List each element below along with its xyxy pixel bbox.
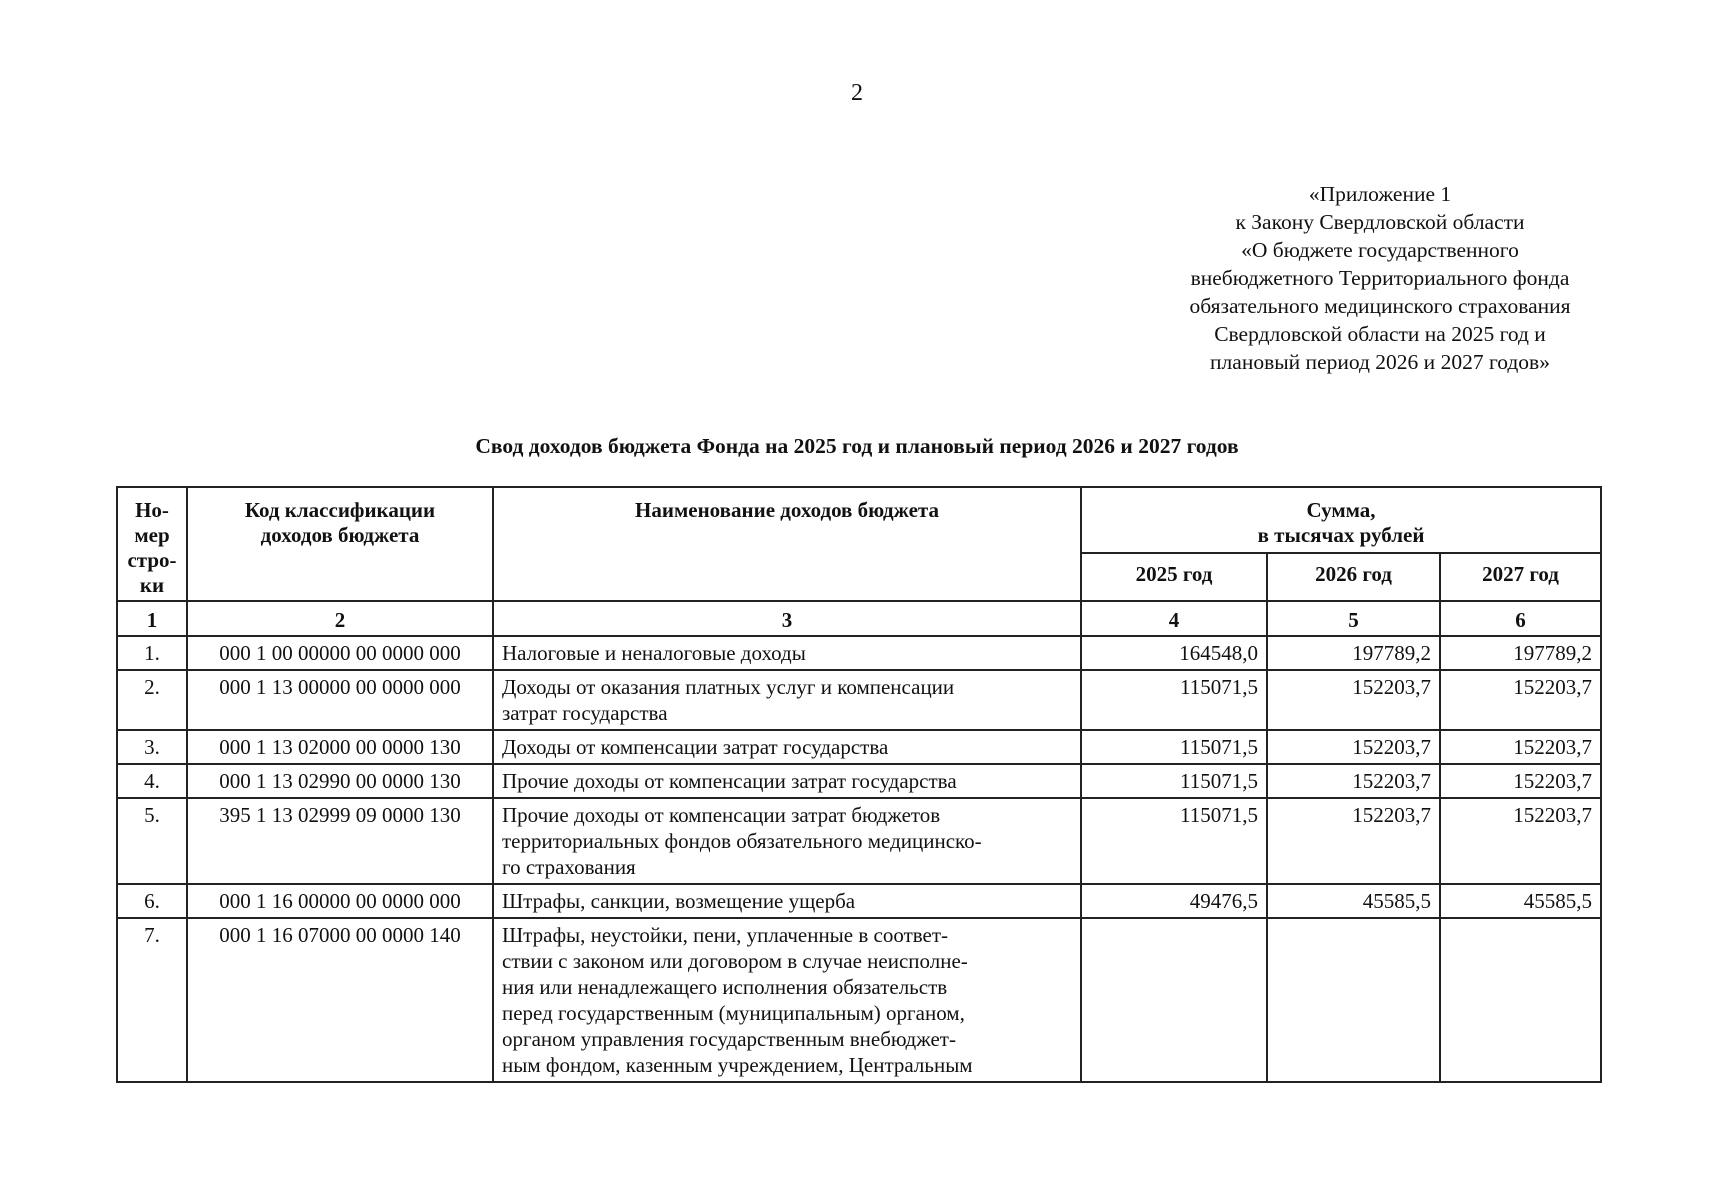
table-row — [117, 730, 1601, 764]
column-number: 3 — [493, 601, 1081, 636]
header-sum-line: в тысячах рублей — [1257, 523, 1425, 547]
row-code: 000 1 16 00000 00 0000 000 — [187, 884, 493, 918]
row-value-2026: 45585,5 — [1267, 884, 1440, 918]
row-name-line: ния или ненадлежащего исполнения обязательств — [502, 975, 948, 999]
appendix-line: к Закону Свердловской области — [1235, 210, 1525, 234]
appendix-line: обязательного медицинского страхования — [1189, 294, 1571, 318]
row-value-2027: 45585,5 — [1440, 884, 1601, 918]
row-code: 000 1 13 02990 00 0000 130 — [187, 764, 493, 798]
row-name — [493, 884, 1081, 918]
row-name — [493, 730, 1081, 764]
row-name-line: Прочие доходы от компенсации затрат бюджетов — [502, 803, 941, 827]
appendix-line: плановый период 2026 и 2027 годов» — [1210, 350, 1550, 374]
row-value-2027: 152203,7 — [1440, 670, 1601, 730]
header-code-line: доходов бюджета — [260, 523, 420, 547]
row-name-line: ствии с законом или договором в случае неисполне- — [502, 949, 968, 973]
header-row-number-line: мер — [134, 523, 170, 547]
row-value-2026: 152203,7 — [1267, 764, 1440, 798]
row-value-2026: 152203,7 — [1267, 798, 1440, 884]
row-name-line: затрат государства — [502, 701, 668, 725]
row-code: 000 1 00 00000 00 0000 000 — [187, 636, 493, 670]
row-value-2025: 115071,5 — [1081, 730, 1267, 764]
row-number: 3. — [117, 730, 187, 764]
row-name — [493, 918, 1081, 1082]
row-name — [493, 764, 1081, 798]
row-number: 7. — [117, 918, 187, 1082]
row-value-2025 — [1081, 918, 1267, 1082]
header-name: Наименование доходов бюджета — [493, 487, 1081, 601]
header-row-number — [117, 487, 187, 601]
row-number: 5. — [117, 798, 187, 884]
row-value-2025: 115071,5 — [1081, 670, 1267, 730]
row-number: 1. — [117, 636, 187, 670]
row-value-2027 — [1440, 918, 1601, 1082]
row-code: 395 1 13 02999 09 0000 130 — [187, 798, 493, 884]
row-value-2027: 197789,2 — [1440, 636, 1601, 670]
row-number: 4. — [117, 764, 187, 798]
row-number: 2. — [117, 670, 187, 730]
row-value-2025: 49476,5 — [1081, 884, 1267, 918]
row-value-2025: 115071,5 — [1081, 798, 1267, 884]
income-table — [116, 486, 1602, 1083]
header-sum — [1081, 487, 1601, 553]
row-value-2027: 152203,7 — [1440, 798, 1601, 884]
row-name-line: Доходы от компенсации затрат государства — [502, 735, 889, 759]
row-value-2027: 152203,7 — [1440, 730, 1601, 764]
row-value-2026: 197789,2 — [1267, 636, 1440, 670]
row-value-2026: 152203,7 — [1267, 670, 1440, 730]
row-name-line: Штрафы, санкции, возмещение ущерба — [502, 889, 856, 913]
appendix-line: Свердловской области на 2025 год и — [1214, 322, 1546, 346]
appendix-line: «О бюджете государственного — [1241, 238, 1519, 262]
column-number: 1 — [117, 601, 187, 636]
row-name-line: органом управления государственным внебюджет- — [502, 1027, 956, 1051]
row-name-line: Налоговые и неналоговые доходы — [502, 641, 806, 665]
column-number: 5 — [1267, 601, 1440, 636]
row-name-line: го страхования — [502, 855, 636, 879]
page-number: 2 — [851, 80, 863, 106]
row-name-line: Прочие доходы от компенсации затрат государства — [502, 769, 957, 793]
header-year-2025: 2025 год — [1081, 553, 1267, 601]
row-value-2026 — [1267, 918, 1440, 1082]
header-year-2027: 2027 год — [1440, 553, 1601, 601]
appendix-line: «Приложение 1 — [1308, 182, 1452, 206]
row-name — [493, 670, 1081, 730]
header-row-number-line: Но- — [135, 498, 169, 522]
row-code: 000 1 16 07000 00 0000 140 — [187, 918, 493, 1082]
table-row — [117, 636, 1601, 670]
table-row — [117, 798, 1601, 884]
row-name-line: территориальных фондов обязательного медицинско- — [502, 829, 982, 853]
appendix-line: внебюджетного Территориального фонда — [1190, 266, 1570, 290]
table-row — [117, 670, 1601, 730]
header-code — [187, 487, 493, 601]
header-sum-line: Сумма, — [1306, 498, 1376, 522]
row-value-2027: 152203,7 — [1440, 764, 1601, 798]
table-row — [117, 884, 1601, 918]
row-name — [493, 798, 1081, 884]
table-row — [117, 764, 1601, 798]
appendix-header — [1120, 180, 1640, 376]
row-name — [493, 636, 1081, 670]
header-row-number-line: стро- — [127, 548, 177, 572]
header-row-number-line: ки — [139, 573, 165, 597]
row-value-2026: 152203,7 — [1267, 730, 1440, 764]
row-name-line: Доходы от оказания платных услуг и компенсации — [502, 675, 955, 699]
row-number: 6. — [117, 884, 187, 918]
column-number: 2 — [187, 601, 493, 636]
row-code: 000 1 13 02000 00 0000 130 — [187, 730, 493, 764]
table-row — [117, 918, 1601, 1082]
document-title: Свод доходов бюджета Фонда на 2025 год и плановый период 2026 и 2027 годов — [475, 434, 1239, 458]
row-name-line: перед государственным (муниципальным) органом, — [502, 1001, 965, 1025]
header-code-line: Код классификации — [244, 498, 436, 522]
row-value-2025: 164548,0 — [1081, 636, 1267, 670]
header-year-2026: 2026 год — [1267, 553, 1440, 601]
column-number: 4 — [1081, 601, 1267, 636]
column-number: 6 — [1440, 601, 1601, 636]
row-value-2025: 115071,5 — [1081, 764, 1267, 798]
row-name-line: Штрафы, неустойки, пени, уплаченные в соответ- — [502, 923, 949, 947]
row-name-line: ным фондом, казенным учреждением, Центральным — [502, 1053, 973, 1077]
row-code: 000 1 13 00000 00 0000 000 — [187, 670, 493, 730]
